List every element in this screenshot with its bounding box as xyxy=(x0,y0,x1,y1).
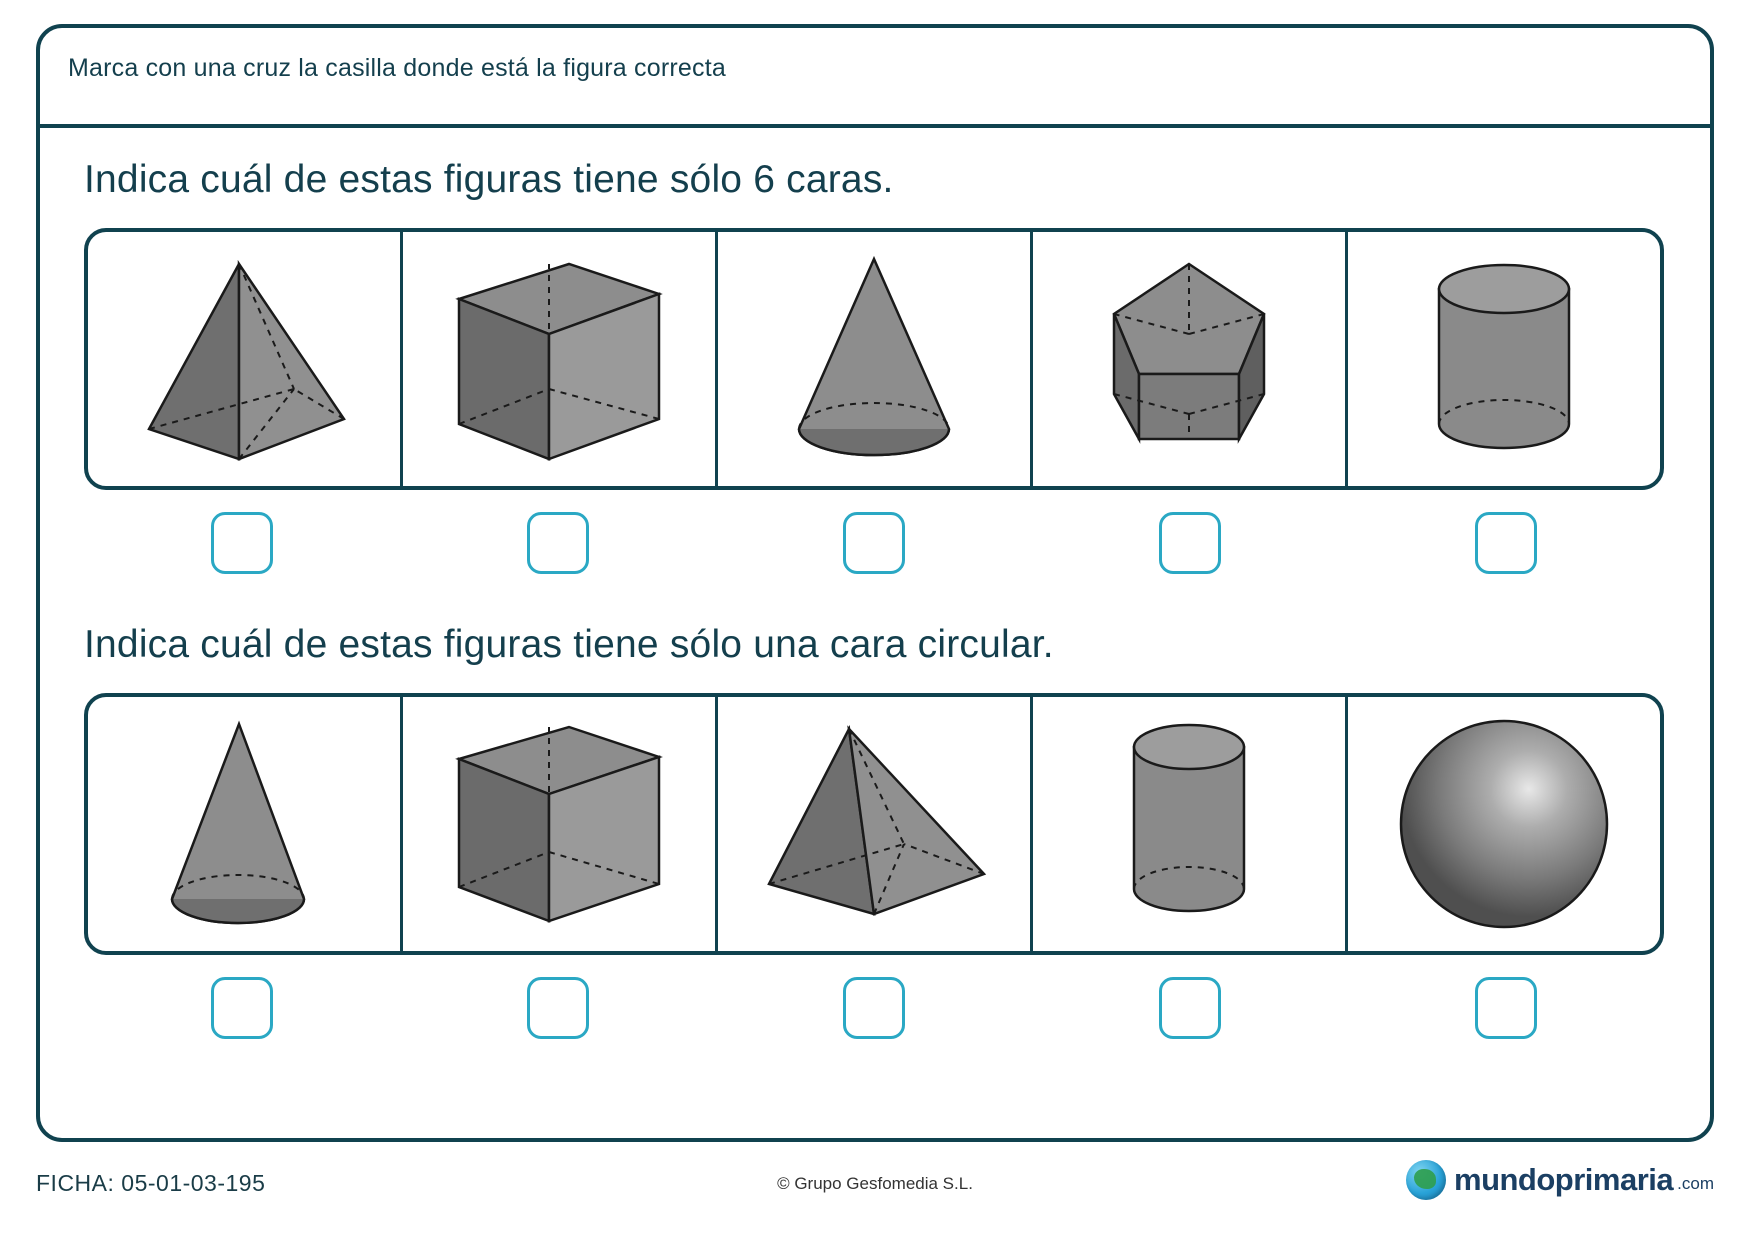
checkbox-2-3[interactable] xyxy=(843,977,905,1039)
instruction-bar xyxy=(40,28,1710,128)
figure-cell-cube[interactable] xyxy=(403,232,718,486)
figure-cell-square-pyramid-2[interactable] xyxy=(718,697,1033,951)
checkbox-cell-2-1 xyxy=(84,971,400,1045)
checkbox-2-2[interactable] xyxy=(527,977,589,1039)
checkbox-cell-1-3 xyxy=(716,506,1032,580)
figure-cell-cube-2[interactable] xyxy=(403,697,718,951)
figure-cell-cone[interactable] xyxy=(718,232,1033,486)
instruction-text: Marca con una cruz la casilla donde está la figura correcta xyxy=(68,54,726,82)
sphere-icon xyxy=(1389,709,1619,939)
cube-icon xyxy=(439,244,679,474)
checkbox-2-1[interactable] xyxy=(211,977,273,1039)
checkbox-cell-2-5 xyxy=(1348,971,1664,1045)
figure-cell-cylinder-2[interactable] xyxy=(1033,697,1348,951)
checkbox-cell-1-2 xyxy=(400,506,716,580)
ficha-code: FICHA: 05-01-03-195 xyxy=(36,1170,266,1196)
cone-icon xyxy=(764,244,984,474)
copyright-text: © Grupo Gesfomedia S.L. xyxy=(777,1174,973,1193)
figure-cell-cone-2[interactable] xyxy=(88,697,403,951)
figure-cell-cylinder[interactable] xyxy=(1348,232,1660,486)
figures-row-1 xyxy=(84,228,1664,490)
question-block-1 xyxy=(40,158,1710,580)
brand-name: mundoprimaria xyxy=(1454,1162,1674,1197)
question-block-2 xyxy=(40,623,1710,1045)
checkbox-cell-2-4 xyxy=(1032,971,1348,1045)
cylinder-icon xyxy=(1394,244,1614,474)
figure-cell-sphere[interactable] xyxy=(1348,697,1660,951)
checkbox-row-1 xyxy=(84,506,1664,580)
square-pyramid-icon xyxy=(744,709,1004,939)
checkbox-cell-1-1 xyxy=(84,506,400,580)
checkbox-2-5[interactable] xyxy=(1475,977,1537,1039)
brand-logo[interactable] xyxy=(1406,1160,1714,1200)
checkbox-1-3[interactable] xyxy=(843,512,905,574)
checkbox-cell-2-3 xyxy=(716,971,1032,1045)
cylinder-icon xyxy=(1089,709,1289,939)
checkbox-2-4[interactable] xyxy=(1159,977,1221,1039)
checkbox-row-2 xyxy=(84,971,1664,1045)
cone-icon xyxy=(134,709,354,939)
checkbox-cell-2-2 xyxy=(400,971,716,1045)
question-title-1: Indica cuál de estas figuras tiene sólo 6 caras. xyxy=(84,158,894,201)
square-pyramid-icon xyxy=(119,244,369,474)
figure-cell-square-pyramid[interactable] xyxy=(88,232,403,486)
globe-icon xyxy=(1406,1160,1446,1200)
checkbox-1-1[interactable] xyxy=(211,512,273,574)
question-title-2: Indica cuál de estas figuras tiene sólo una cara circular. xyxy=(84,623,1054,666)
checkbox-cell-1-5 xyxy=(1348,506,1664,580)
figure-cell-pentagonal-prism[interactable] xyxy=(1033,232,1348,486)
footer xyxy=(36,1160,1714,1216)
checkbox-1-5[interactable] xyxy=(1475,512,1537,574)
brand-tld: .com xyxy=(1677,1174,1714,1193)
worksheet-sheet xyxy=(36,24,1714,1142)
pentagonal-prism-icon xyxy=(1079,244,1299,474)
checkbox-1-4[interactable] xyxy=(1159,512,1221,574)
figures-row-2 xyxy=(84,693,1664,955)
checkbox-1-2[interactable] xyxy=(527,512,589,574)
checkbox-cell-1-4 xyxy=(1032,506,1348,580)
cube-icon xyxy=(439,709,679,939)
